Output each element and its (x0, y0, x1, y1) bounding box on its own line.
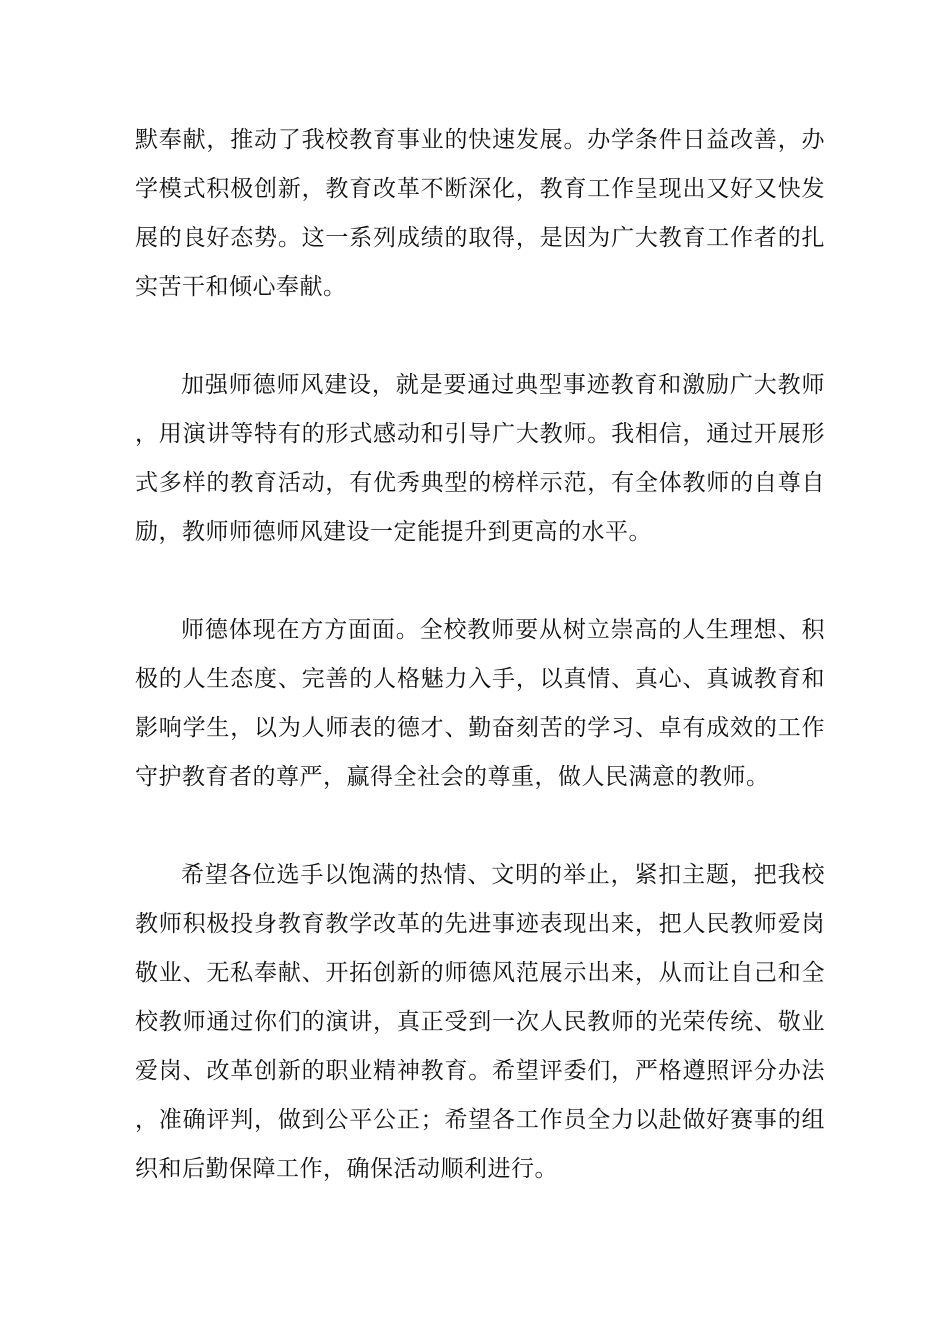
paragraph-continuation: 默奉献，推动了我校教育事业的快速发展。办学条件日益改善，办学模式积极创新，教育改革不断深化，教育工作呈现出又好又快发展的良好态势。这一系列成绩的取得，是因为广大教育工作者的扎实苦干和倾心奉献。 (135, 127, 825, 300)
paragraph-contest-expectations: 希望各位选手以饱满的热情、文明的举止，紧扣主题，把我校教师积极投身教育教学改革的先进事迹表现出来，把人民教师爱岗敬业、无私奉献、开拓创新的师德风范展示出来，从而让自己和全校教师通过你们的演讲，真正受到一次人民教师的光荣传统、敬业爱岗、改革创新的职业精神教育。希望评委们，严格遵照评分办法，准确评判，做到公平公正；希望各工作员全力以赴做好赛事的组织和后勤保障工作，确保活动顺利进行。 (135, 862, 825, 1182)
paragraph-teacher-ethics-building: 加强师德师风建设，就是要通过典型事迹教育和激励广大教师，用演讲等特有的形式感动和引导广大教师。我相信，通过开展形式多样的教育活动，有优秀典型的榜样示范，有全体教师的自尊自励，教师师德师风建设一定能提升到更高的水平。 (135, 372, 825, 545)
document-body (135, 116, 825, 1243)
paragraph-teacher-ethics-aspects: 师德体现在方方面面。全校教师要从树立崇高的人生理想、积极的人生态度、完善的人格魅力入手，以真情、真心、真诚教育和影响学生，以为人师表的德才、勤奋刻苦的学习、卓有成效的工作守护教育者的尊严，赢得全社会的尊重，做人民满意的教师。 (135, 617, 825, 790)
